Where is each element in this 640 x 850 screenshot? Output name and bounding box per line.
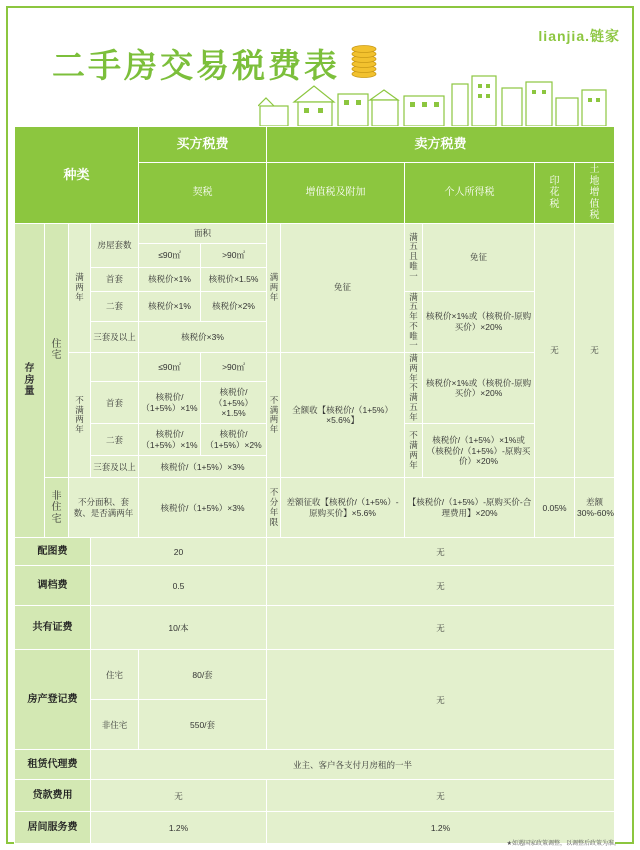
under2-header-blank (91, 353, 139, 382)
header-land-vat: 土地增值税 (575, 163, 615, 224)
stamp-tax-residential: 无 (535, 223, 575, 478)
nonres-vat-condition: 不分年限 (267, 478, 281, 538)
fee-rent-label: 租赁代理费 (15, 750, 91, 780)
header-category: 种类 (15, 127, 139, 224)
fee-loan-seller: 无 (267, 780, 615, 812)
vat-under-two-value: 全额收【核税价/（1+5%）×5.6%】 (281, 353, 405, 478)
fee-map-buyer: 20 (91, 538, 267, 566)
header-vat: 增值税及附加 (267, 163, 405, 224)
it-five-not-only-label: 满五年不唯一 (405, 291, 423, 353)
under2-first-label: 首套 (91, 382, 139, 424)
under2-third-plus-label: 三套及以上 (91, 456, 139, 478)
vat-over-two-label: 满两年 (267, 223, 281, 353)
nonres-land-vat: 差额30%-60% (575, 478, 615, 538)
land-vat-residential: 无 (575, 223, 615, 478)
fee-archive-label: 调档费 (15, 566, 91, 606)
fee-register-res-value: 80/套 (139, 650, 267, 700)
stock-label: 存房量 (15, 223, 45, 538)
under-two-years-label: 不满两年 (69, 353, 91, 478)
header-buyer: 买方税费 (139, 127, 267, 163)
fee-service-seller: 1.2% (267, 812, 615, 844)
over2-second-gt90: 核税价×2% (201, 291, 267, 322)
it-five-not-only-value: 核税价×1%或（核税价-原购买价）×20% (423, 291, 535, 353)
under2-second-gt90: 核税价/（1+5%）×2% (201, 424, 267, 456)
fee-archive-seller: 无 (267, 566, 615, 606)
fee-register-nonres-value: 550/套 (139, 700, 267, 750)
under2-third-plus: 核税价/（1+5%）×3% (139, 456, 267, 478)
over-two-years-label: 满两年 (69, 223, 91, 353)
header-deed-tax: 契税 (139, 163, 267, 224)
vat-under-two-label: 不满两年 (267, 353, 281, 478)
fee-archive-buyer: 0.5 (91, 566, 267, 606)
nonres-vat: 差额征收【核税价/（1+5%）-原购买价】×5.6% (281, 478, 405, 538)
area-gt90: >90㎡ (201, 243, 267, 267)
house-count-label: 房屋套数 (91, 223, 139, 267)
non-residential-label: 非住宅 (45, 478, 69, 538)
header-income-tax: 个人所得税 (405, 163, 535, 224)
under2-first-gt90: 核税价/（1+5%）×1.5% (201, 382, 267, 424)
it-under-two-value: 核税价/（1+5%）×1%或（核税价/（1+5%）-原购买价）×20% (423, 424, 535, 478)
nonres-stamp-tax: 0.05% (535, 478, 575, 538)
it-two-to-five-label: 满两年不满五年 (405, 353, 423, 424)
fee-co-cert-label: 共有证费 (15, 606, 91, 650)
brand-logo: lianjia.链家 (538, 28, 620, 44)
fee-register-nonres-label: 非住宅 (91, 700, 139, 750)
under2-second-label: 二套 (91, 424, 139, 456)
fee-map-seller: 无 (267, 538, 615, 566)
fee-loan-label: 贷款费用 (15, 780, 91, 812)
fee-service-buyer: 1.2% (91, 812, 267, 844)
second-home-label: 二套 (91, 291, 139, 322)
it-five-only-label: 满五且唯一 (405, 223, 423, 291)
fee-register-seller: 无 (267, 650, 615, 750)
area-le90: ≤90㎡ (139, 243, 201, 267)
fee-service-label: 居间服务费 (15, 812, 91, 844)
under2-area-gt90: >90㎡ (201, 353, 267, 382)
header-stamp-tax: 印花税 (535, 163, 575, 224)
over2-third-plus: 核税价×3% (139, 322, 267, 353)
fee-rent-value: 业主、客户各支付月房租的一半 (91, 750, 615, 780)
header-seller: 卖方税费 (267, 127, 615, 163)
vat-over-two-value: 免征 (281, 223, 405, 353)
it-under-two-label: 不满两年 (405, 424, 423, 478)
fee-loan-buyer: 无 (91, 780, 267, 812)
fee-map-label: 配图费 (15, 538, 91, 566)
under2-second-le90: 核税价/（1+5%）×1% (139, 424, 201, 456)
it-five-only-value: 免征 (423, 223, 535, 291)
under2-first-le90: 核税价/（1+5%）×1% (139, 382, 201, 424)
fee-register-res-label: 住宅 (91, 650, 139, 700)
fee-register-label: 房产登记费 (15, 650, 91, 750)
footnote: ★如遇国家政策调整，以调整后政策为准。 (506, 841, 620, 847)
first-home-label: 首套 (91, 267, 139, 291)
nonres-income-tax: 【核税价/（1+5%）-原购买价-合理费用】×20% (405, 478, 535, 538)
under2-area-le90: ≤90㎡ (139, 353, 201, 382)
over2-first-gt90: 核税价×1.5% (201, 267, 267, 291)
it-two-to-five-value: 核税价×1%或（核税价-原购买价）×20% (423, 353, 535, 424)
residential-label: 住宅 (45, 223, 69, 478)
fee-co-cert-seller: 无 (267, 606, 615, 650)
page-title: 二手房交易税费表 (52, 47, 340, 84)
third-plus-label: 三套及以上 (91, 322, 139, 353)
over2-first-le90: 核税价×1% (139, 267, 201, 291)
area-label: 面积 (139, 223, 267, 243)
nonres-deed-tax: 核税价/（1+5%）×3% (139, 478, 267, 538)
over2-second-le90: 核税价×1% (139, 291, 201, 322)
tax-table (14, 126, 615, 844)
nonres-deed-condition: 不分面积、套数、是否满两年 (69, 478, 139, 538)
fee-co-cert-buyer: 10/本 (91, 606, 267, 650)
skyline-illustration (258, 72, 608, 126)
